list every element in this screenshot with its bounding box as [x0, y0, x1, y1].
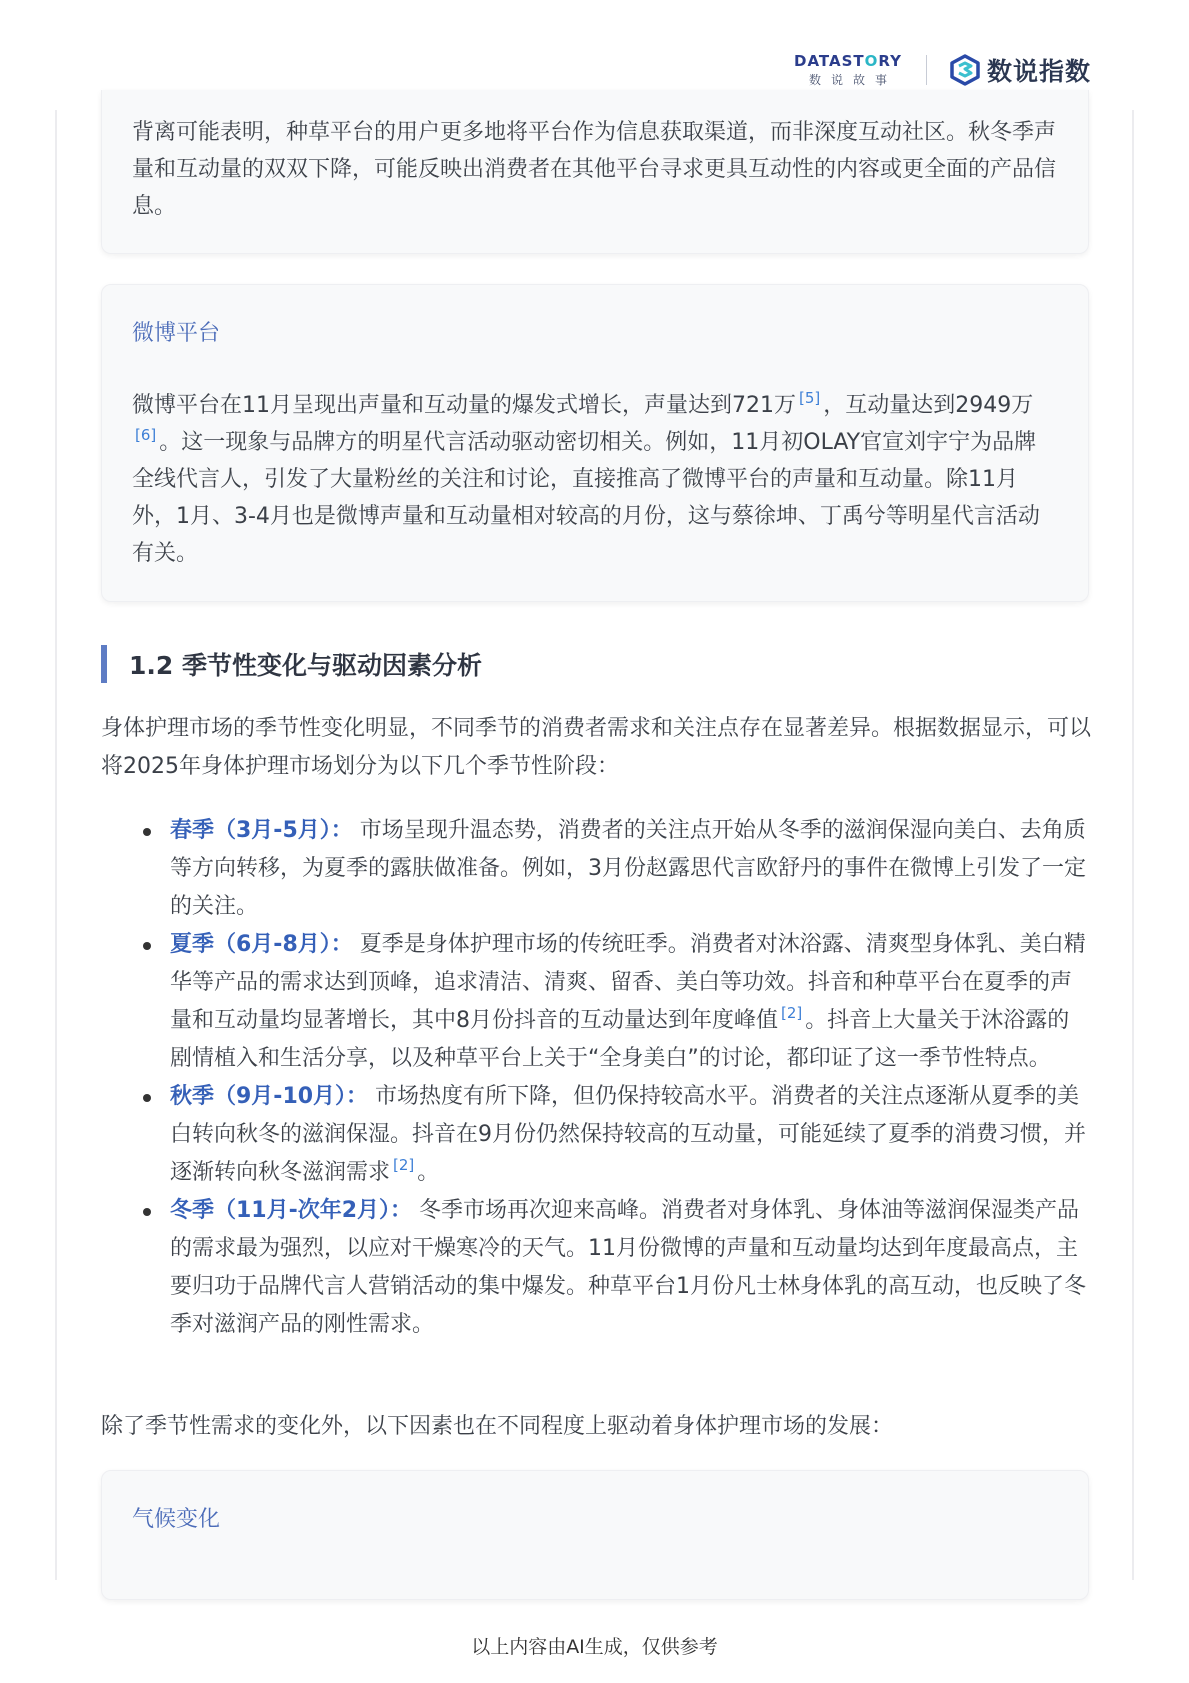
- season-item-summer: 夏季（6月-8月）： 夏季是身体护理市场的传统旺季。消费者对沐浴露、清爽型身体乳、美白精华等产品的需求达到顶峰，追求清洁、清爽、留香、美白等功效。抖音和种草平台在夏季的声量和互动量均显著增长，其中8月份抖音的互动量达到年度峰值 [2] 。抖音上大量关于沐浴露的剧情植入和生活分享，以及种草平台上关于“全身美白”的讨论，都印证了这一季节性特点。: [101, 926, 1091, 1078]
- datastory-logo-en: DATASTORY: [794, 51, 902, 70]
- citation-link[interactable]: [2]: [393, 1156, 415, 1174]
- season-list: [101, 812, 1091, 1344]
- citation-link[interactable]: [6]: [135, 426, 157, 444]
- weibo-card-text: 微博平台在11月呈现出声量和互动量的爆发式增长，声量达到721万 [5] ，互动量达到2949万[6] 。这一现象与品牌方的明星代言活动驱动密切相关。例如，11月初OLAY官宣刘宇宁为品牌全线代言人，引发了大量粉丝的关注和讨论，直接推高了微博平台的声量和互动量。除11月外，1月、3-4月也是微博声量和互动量相对较高的月份，这与蔡徐坤、丁禹兮等明星代言活动有关。: [132, 389, 1040, 566]
- intro-card-text: 背离可能表明，种草平台的用户更多地将平台作为信息获取渠道，而非深度互动社区。秋冬季声量和互动量的双双下降，可能反映出消费者在其他平台寻求更具互动性的内容或更全面的产品信息。: [132, 120, 1057, 219]
- intro-card: [101, 90, 1089, 254]
- climate-card: [101, 1470, 1089, 1600]
- shushuo-index-logo: [949, 52, 1091, 88]
- season-item-winter: 冬季（11月-次年2月）： 冬季市场再次迎来高峰。消费者对身体乳、身体油等滋润保湿类产品的需求最为强烈，以应对干燥寒冷的天气。11月份微博的声量和互动量均达到年度最高点，主要归功于品牌代言人营销活动的集中爆发。种草平台1月份凡士林身体乳的高互动，也反映了冬季对滋润产品的刚性需求。: [101, 1192, 1091, 1344]
- season-item-spring: 春季（3月-5月）： 市场呈现升温态势，消费者的关注点开始从冬季的滋润保湿向美白、去角质等方向转移，为夏季的露肤做准备。例如，3月份赵露思代言欧舒丹的事件在微博上引发了一定的关注。: [101, 812, 1091, 926]
- season-label: 夏季（6月-8月）：: [170, 932, 353, 957]
- section-heading-bar: [101, 645, 107, 683]
- datastory-logo: [794, 53, 902, 88]
- climate-card-title: 气候变化: [132, 1507, 221, 1532]
- section-intro: 身体护理市场的季节性变化明显，不同季节的消费者需求和关注点存在显著差异。根据数据显示，可以将2025年身体护理市场划分为以下几个季节性阶段：: [101, 716, 1092, 779]
- season-label: 春季（3月-5月）：: [170, 818, 353, 843]
- ai-disclaimer: 以上内容由AI生成，仅供参考: [471, 1636, 718, 1658]
- drivers-intro: 除了季节性需求的变化外，以下因素也在不同程度上驱动着身体护理市场的发展：: [101, 1414, 894, 1439]
- citation-link[interactable]: [5]: [799, 389, 821, 407]
- season-item-autumn: 秋季（9月-10月）： 市场热度有所下降，但仍保持较高水平。消费者的关注点逐渐从夏季的美白转向秋冬的滋润保湿。抖音在9月份仍然保持较高的互动量，可能延续了夏季的消费习惯，并逐渐转向秋冬滋润需求 [2] 。: [101, 1078, 1091, 1192]
- datastory-logo-cn: 数说故事: [808, 72, 897, 87]
- citation-link[interactable]: [2]: [781, 1004, 803, 1022]
- page-frame-left: [55, 110, 57, 1580]
- weibo-card: [101, 284, 1089, 602]
- page-frame-right: [1132, 110, 1134, 1580]
- shushuo-index-text: 数说指数: [986, 57, 1091, 86]
- section-title: 1.2 季节性变化与驱动因素分析: [129, 651, 482, 680]
- section-heading: [101, 645, 482, 683]
- header-logos: [794, 52, 1091, 88]
- shushuo-index-icon: [949, 54, 981, 86]
- logo-divider: [926, 55, 927, 85]
- weibo-card-title: 微博平台: [132, 321, 221, 346]
- season-label: 冬季（11月-次年2月）：: [170, 1198, 413, 1223]
- season-label: 秋季（9月-10月）：: [170, 1084, 369, 1109]
